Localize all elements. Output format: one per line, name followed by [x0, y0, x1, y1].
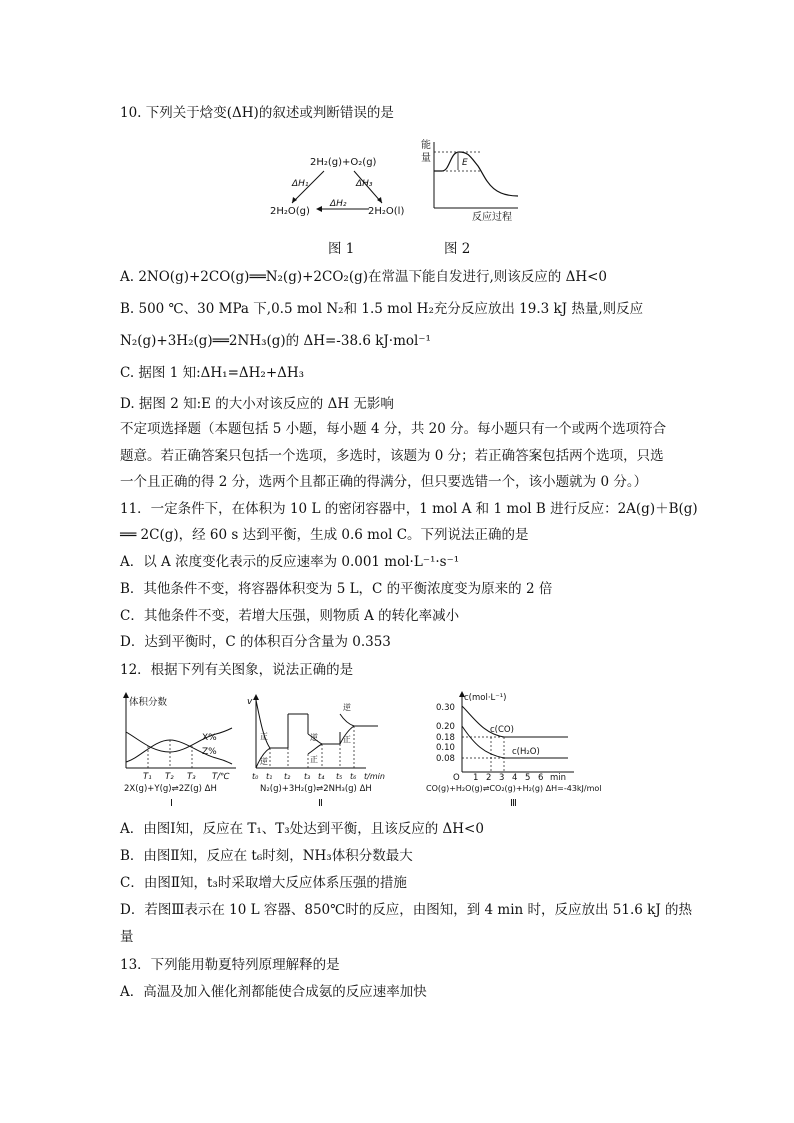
- g3-xtick-1: 1: [473, 773, 479, 783]
- instructions-line-2: 题意。若正确答案只包括一个选项，多选时，该题为 0 分；若正确答案包括两个选项，只选: [120, 448, 664, 464]
- g2-zheng-2: 正: [310, 755, 318, 764]
- q10-option-b-line2: N₂(g)+3H₂(g)══2NH₃(g)的 ΔH=-38.6 kJ·mol⁻¹: [120, 333, 431, 349]
- fig1-caption: 图 1: [328, 241, 355, 257]
- g2-tick-t3: t₃: [304, 772, 311, 781]
- q11-option-d: D．达到平衡时，C 的体积百分含量为 0.353: [120, 634, 391, 650]
- g2-zheng-1: 正: [260, 732, 268, 741]
- g2-zheng-3: 正: [343, 735, 351, 744]
- g3-ytick-018: 0.18: [436, 733, 455, 743]
- g3-h2o: c(H₂O): [512, 747, 540, 757]
- g1-eq: 2X(g)+Y(g)⇌2Z(g) ΔH: [124, 784, 217, 794]
- g2-tunit: t/min: [364, 772, 385, 781]
- g2-ni-1: 逆: [260, 757, 268, 766]
- fig1-dh1: ΔH₁: [292, 179, 309, 189]
- q10-option-d: D. 据图 2 知:E 的大小对该反应的 ΔH 无影响: [120, 396, 394, 412]
- q12-option-d-line2: 量: [120, 929, 134, 945]
- g3-co: c(CO): [490, 725, 514, 735]
- g3-xtick-2: 2: [486, 773, 492, 783]
- g1-num: Ⅰ: [170, 798, 173, 809]
- g3-xtick-3: 3: [499, 773, 505, 783]
- g2-v: v: [247, 697, 253, 707]
- g1-t3: T₃: [187, 772, 196, 782]
- g3-ytick-020: 0.20: [436, 722, 455, 732]
- g1-tunit: T/℃: [212, 772, 230, 782]
- g3-xtick-4: 4: [512, 773, 518, 783]
- g3-xtick-6: 6: [538, 773, 544, 783]
- g3-ylabel: c(mol·L⁻¹): [464, 693, 507, 703]
- fig2-ylabel-1: 能: [421, 140, 431, 151]
- q11-stem-line1: 11．一定条件下，在体积为 10 L 的密闭容器中，1 mol A 和 1 mol B 进行反应：2A(g)＋B(g): [120, 501, 698, 517]
- fig2-xlabel: 反应过程: [472, 212, 512, 223]
- graph-2: [246, 692, 406, 810]
- q11-option-c: C．其他条件不变，若增大压强，则物质 A 的转化率减小: [120, 608, 460, 624]
- g1-z: Z%: [202, 747, 217, 757]
- g2-tick-t6: t₆: [350, 772, 357, 781]
- figure-1: [262, 145, 412, 225]
- g3-ytick-008: 0.08: [436, 754, 455, 764]
- q13-stem: 13．下列能用勒夏特列原理解释的是: [120, 957, 340, 973]
- g2-tick-t1: t₁: [266, 772, 273, 781]
- q12-stem: 12．根据下列有关图象，说法正确的是: [120, 662, 354, 678]
- g2-tick-t5: t₅: [336, 772, 343, 781]
- fig2-ylabel-2: 量: [421, 153, 431, 164]
- g1-t2: T₂: [165, 772, 174, 782]
- q12-option-b: B．由图Ⅱ知，反应在 t₆时刻，NH₃体积分数最大: [120, 848, 413, 864]
- g1-x: X%: [202, 733, 217, 743]
- fig2-e: E: [462, 158, 468, 168]
- q11-stem-line2: ══ 2C(g)，经 60 s 达到平衡，生成 0.6 mol C。下列说法正确的是: [120, 527, 529, 543]
- q10-option-c: C. 据图 1 知:ΔH₁=ΔH₂+ΔH₃: [120, 365, 305, 381]
- q13-option-a: A．高温及加入催化剂都能使合成氨的反应速率加快: [120, 984, 427, 1000]
- g3-eq: CO(g)+H₂O(g)⇌CO₂(g)+H₂(g) ΔH=-43kJ/mol: [426, 784, 602, 793]
- g2-tick-t4: t₄: [318, 772, 325, 781]
- g1-ylabel: 体积分数: [129, 697, 168, 708]
- graph-3: [422, 688, 652, 810]
- graph-1: [120, 692, 245, 810]
- figure-2: [418, 138, 528, 228]
- fig1-dh2: ΔH₂: [330, 199, 347, 209]
- q10-option-b-line1: B. 500 ℃、30 MPa 下,0.5 mol N₂和 1.5 mol H₂充分反应放出 19.3 kJ 热量,则反应: [120, 301, 644, 317]
- g2-eq: N₂(g)+3H₂(g)⇌2NH₃(g) ΔH: [260, 784, 372, 794]
- g3-xtick-5: 5: [525, 773, 531, 783]
- g2-tick-t2: t₂: [284, 772, 291, 781]
- q11-option-b: B．其他条件不变，将容器体积变为 5 L，C 的平衡浓度变为原来的 2 倍: [120, 581, 553, 597]
- q12-option-a: A．由图Ⅰ知，反应在 T₁、T₃处达到平衡，且该反应的 ΔH<0: [120, 821, 484, 837]
- fig2-caption: 图 2: [444, 241, 471, 257]
- g3-num: Ⅲ: [510, 798, 517, 809]
- g3-ytick-030: 0.30: [436, 703, 455, 713]
- g2-ni-2: 逆: [310, 733, 318, 742]
- fig1-top: 2H₂(g)+O₂(g): [310, 157, 377, 168]
- g2-num: Ⅱ: [318, 798, 323, 809]
- q11-option-a: A．以 A 浓度变化表示的反应速率为 0.001 mol·L⁻¹·s⁻¹: [120, 554, 460, 570]
- g2-tick-t0: t₀: [252, 772, 259, 781]
- fig1-dh3: ΔH₃: [356, 179, 373, 189]
- q10-option-a: A. 2NO(g)+2CO(g)══N₂(g)+2CO₂(g)在常温下能自发进行,则该反应的 ΔH<0: [120, 269, 607, 285]
- g3-origin: O: [453, 773, 460, 783]
- fig1-right: 2H₂O(l): [368, 206, 405, 217]
- g3-xunit: min: [550, 773, 567, 783]
- q10-stem: 10. 下列关于焓变(ΔH)的叙述或判断错误的是: [120, 105, 394, 121]
- instructions-line-3: 一个且正确的得 2 分，选两个且都正确的得满分，但只要选错一个，该小题就为 0 分。）: [120, 474, 648, 490]
- q12-option-c: C．由图Ⅱ知，t₃时采取增大反应体系压强的措施: [120, 875, 407, 891]
- g2-ni-3: 逆: [343, 703, 351, 712]
- q12-option-d-line1: D．若图Ⅲ表示在 10 L 容器、850℃时的反应，由图知，到 4 min 时，反应放出 51.6 kJ 的热: [120, 902, 693, 918]
- g3-ytick-010: 0.10: [436, 743, 455, 753]
- fig1-left: 2H₂O(g): [270, 206, 310, 217]
- g1-t1: T₁: [143, 772, 152, 782]
- instructions-line-1: 不定项选择题（本题包括 5 小题，每小题 4 分，共 20 分。每小题只有一个或两个选项符合: [120, 421, 667, 437]
